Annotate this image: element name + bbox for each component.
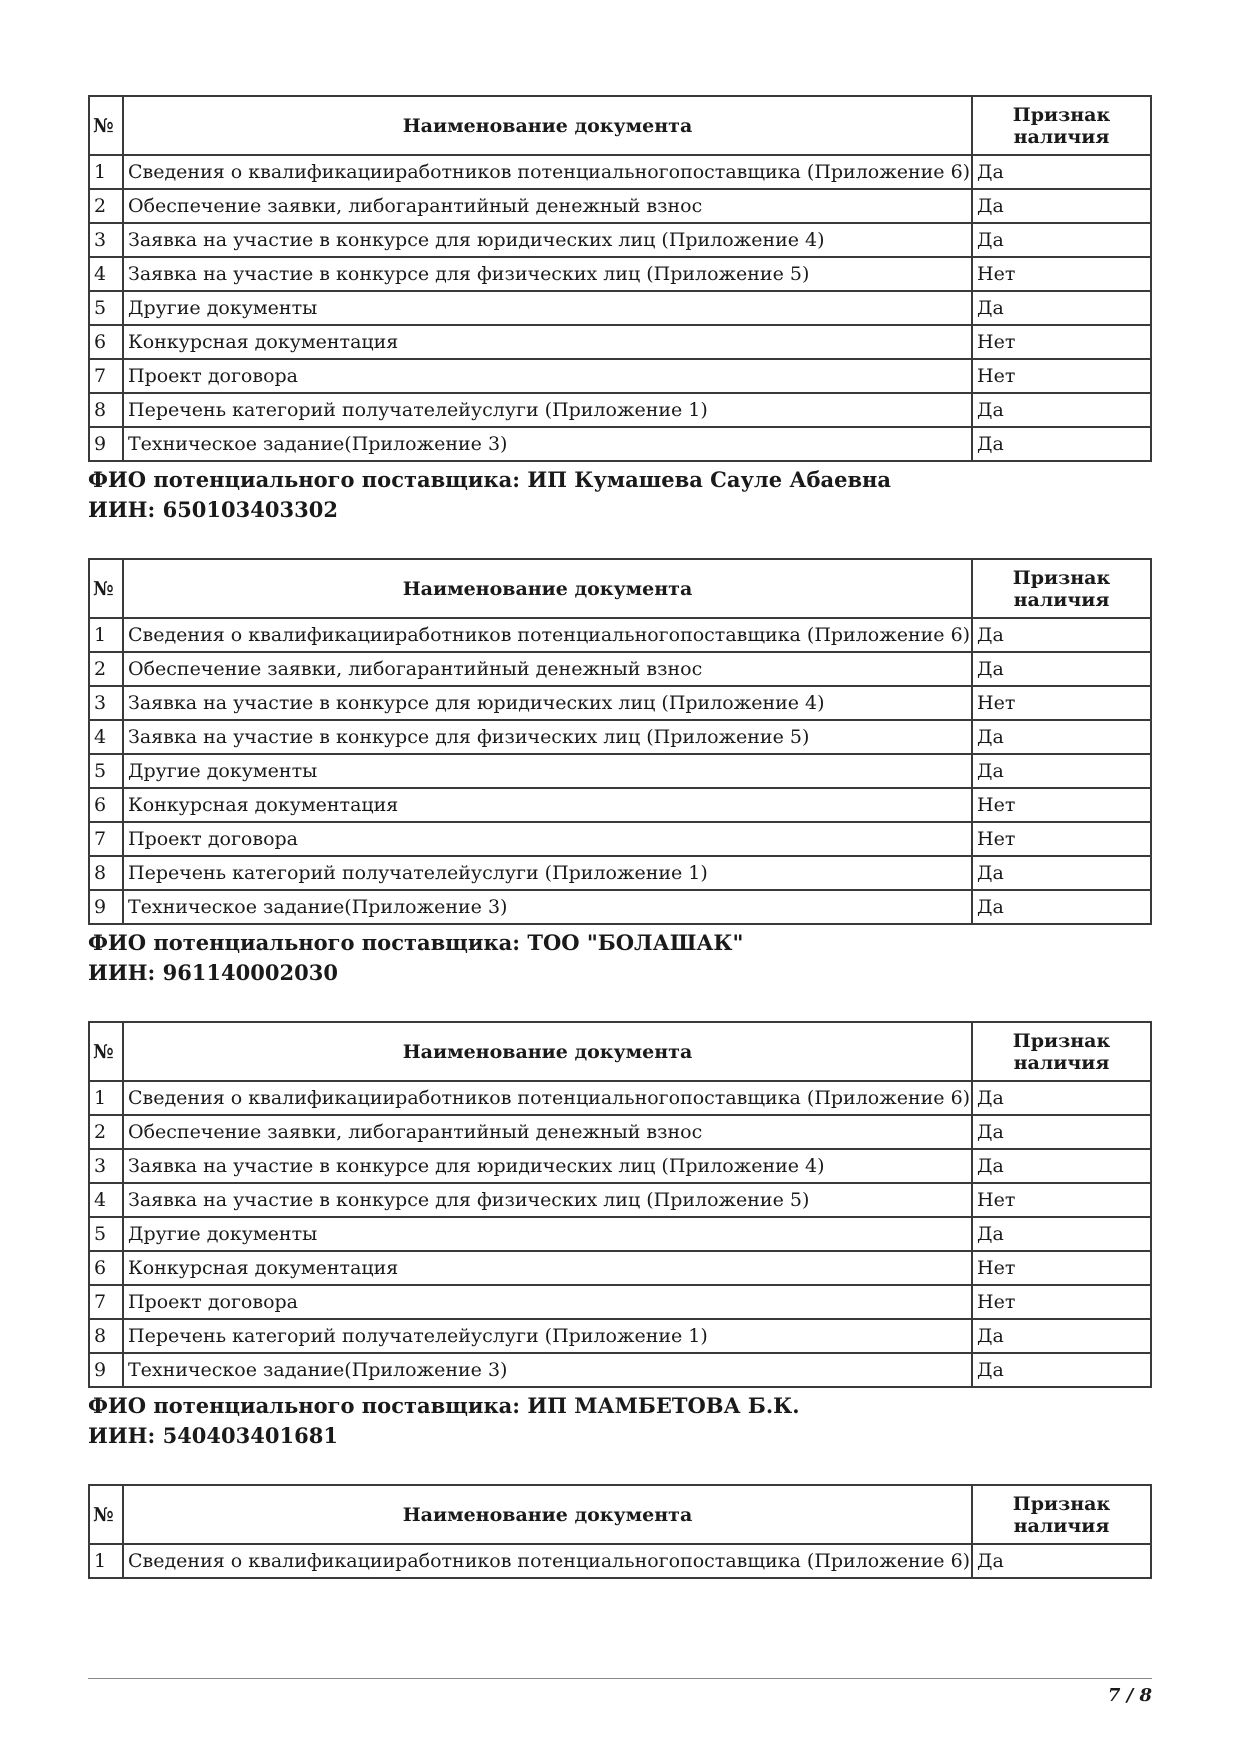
documents-table-4 — [88, 1484, 1152, 1579]
row-number: 7 — [89, 1285, 123, 1319]
row-availability: Да — [972, 754, 1151, 788]
table-row — [89, 427, 1151, 461]
row-document-name: Заявка на участие в конкурсе для физических лиц (Приложение 5) — [123, 1183, 972, 1217]
row-availability: Да — [972, 291, 1151, 325]
row-document-name: Обеспечение заявки, либогарантийный денежный взнос — [123, 1115, 972, 1149]
header-availability: Признак наличия — [972, 1485, 1151, 1544]
row-document-name: Проект договора — [123, 822, 972, 856]
row-availability: Нет — [972, 1183, 1151, 1217]
row-number: 8 — [89, 1319, 123, 1353]
row-document-name: Другие документы — [123, 1217, 972, 1251]
row-availability: Да — [972, 155, 1151, 189]
row-document-name: Техническое задание(Приложение 3) — [123, 890, 972, 924]
row-number: 6 — [89, 325, 123, 359]
row-availability: Да — [972, 856, 1151, 890]
header-availability: Признак наличия — [972, 559, 1151, 618]
supplier-name: ФИО потенциального поставщика: ИП МАМБЕТОВА Б.К. — [88, 1393, 800, 1418]
header-document-name: Наименование документа — [123, 96, 972, 155]
table-row — [89, 189, 1151, 223]
row-document-name: Техническое задание(Приложение 3) — [123, 1353, 972, 1387]
documents-table-1 — [88, 95, 1152, 462]
row-availability: Да — [972, 1115, 1151, 1149]
documents-table-2 — [88, 558, 1152, 925]
row-number: 2 — [89, 1115, 123, 1149]
table-row — [89, 1251, 1151, 1285]
document-page — [88, 95, 1152, 1579]
row-document-name: Обеспечение заявки, либогарантийный денежный взнос — [123, 189, 972, 223]
row-document-name: Сведения о квалификацииработников потенциальногопоставщика (Приложение 6) — [123, 1081, 972, 1115]
row-document-name: Другие документы — [123, 291, 972, 325]
row-number: 4 — [89, 720, 123, 754]
row-availability: Да — [972, 1217, 1151, 1251]
table-header-row — [89, 1022, 1151, 1081]
supplier-name: ФИО потенциального поставщика: ТОО "БОЛАШАК" — [88, 930, 744, 955]
row-document-name: Проект договора — [123, 359, 972, 393]
table-row — [89, 618, 1151, 652]
table-row — [89, 325, 1151, 359]
row-availability: Да — [972, 890, 1151, 924]
row-document-name: Заявка на участие в конкурсе для юридических лиц (Приложение 4) — [123, 686, 972, 720]
table-row — [89, 686, 1151, 720]
table-row — [89, 1149, 1151, 1183]
row-availability: Нет — [972, 1251, 1151, 1285]
row-availability: Да — [972, 1319, 1151, 1353]
table-row — [89, 1183, 1151, 1217]
row-number: 9 — [89, 427, 123, 461]
row-availability: Да — [972, 652, 1151, 686]
table-row — [89, 652, 1151, 686]
header-number: № — [89, 1485, 123, 1544]
row-document-name: Сведения о квалификацииработников потенциальногопоставщика (Приложение 6) — [123, 155, 972, 189]
row-availability: Нет — [972, 359, 1151, 393]
table-row — [89, 223, 1151, 257]
row-number: 1 — [89, 1544, 123, 1578]
row-availability: Нет — [972, 788, 1151, 822]
row-document-name: Заявка на участие в конкурсе для физических лиц (Приложение 5) — [123, 257, 972, 291]
row-availability: Нет — [972, 325, 1151, 359]
row-availability: Нет — [972, 822, 1151, 856]
row-document-name: Заявка на участие в конкурсе для юридических лиц (Приложение 4) — [123, 223, 972, 257]
row-availability: Да — [972, 1081, 1151, 1115]
table-row — [89, 788, 1151, 822]
row-document-name: Конкурсная документация — [123, 325, 972, 359]
table-row — [89, 1544, 1151, 1578]
row-document-name: Конкурсная документация — [123, 1251, 972, 1285]
row-number: 3 — [89, 1149, 123, 1183]
table-row — [89, 291, 1151, 325]
supplier-iin: ИИН: 961140002030 — [88, 960, 338, 985]
row-availability: Да — [972, 1353, 1151, 1387]
header-number: № — [89, 559, 123, 618]
row-number: 9 — [89, 890, 123, 924]
table-row — [89, 1353, 1151, 1387]
table-row — [89, 1319, 1151, 1353]
table-row — [89, 1285, 1151, 1319]
row-number: 2 — [89, 652, 123, 686]
row-number: 6 — [89, 788, 123, 822]
row-availability: Да — [972, 393, 1151, 427]
row-document-name: Обеспечение заявки, либогарантийный денежный взнос — [123, 652, 972, 686]
row-document-name: Перечень категорий получателейуслуги (Приложение 1) — [123, 1319, 972, 1353]
row-document-name: Проект договора — [123, 1285, 972, 1319]
row-number: 7 — [89, 359, 123, 393]
row-availability: Да — [972, 618, 1151, 652]
row-number: 1 — [89, 618, 123, 652]
row-document-name: Другие документы — [123, 754, 972, 788]
table-row — [89, 393, 1151, 427]
row-availability: Нет — [972, 257, 1151, 291]
table-row — [89, 359, 1151, 393]
row-availability: Да — [972, 189, 1151, 223]
supplier-name: ФИО потенциального поставщика: ИП Кумашева Сауле Абаевна — [88, 467, 892, 492]
row-document-name: Перечень категорий получателейуслуги (Приложение 1) — [123, 856, 972, 890]
row-document-name: Заявка на участие в конкурсе для юридических лиц (Приложение 4) — [123, 1149, 972, 1183]
footer-divider — [88, 1678, 1152, 1679]
row-number: 8 — [89, 393, 123, 427]
row-document-name: Заявка на участие в конкурсе для физических лиц (Приложение 5) — [123, 720, 972, 754]
row-number: 4 — [89, 1183, 123, 1217]
row-number: 3 — [89, 223, 123, 257]
table-row — [89, 1115, 1151, 1149]
row-document-name: Конкурсная документация — [123, 788, 972, 822]
table-header-row — [89, 559, 1151, 618]
header-document-name: Наименование документа — [123, 1022, 972, 1081]
row-number: 5 — [89, 1217, 123, 1251]
header-availability: Признак наличия — [972, 1022, 1151, 1081]
row-document-name: Сведения о квалификацииработников потенциальногопоставщика (Приложение 6) — [123, 1544, 972, 1578]
page-number: 7 / 8 — [1107, 1685, 1152, 1706]
row-number: 8 — [89, 856, 123, 890]
row-availability: Нет — [972, 1285, 1151, 1319]
header-number: № — [89, 96, 123, 155]
supplier-iin: ИИН: 540403401681 — [88, 1423, 338, 1448]
table-header-row — [89, 1485, 1151, 1544]
header-availability: Признак наличия — [972, 96, 1151, 155]
row-number: 7 — [89, 822, 123, 856]
row-availability: Да — [972, 427, 1151, 461]
table-row — [89, 822, 1151, 856]
row-number: 4 — [89, 257, 123, 291]
row-number: 6 — [89, 1251, 123, 1285]
row-number: 5 — [89, 754, 123, 788]
row-document-name: Техническое задание(Приложение 3) — [123, 427, 972, 461]
documents-table-3 — [88, 1021, 1152, 1388]
table-row — [89, 1217, 1151, 1251]
row-number: 1 — [89, 155, 123, 189]
table-row — [89, 754, 1151, 788]
row-number: 5 — [89, 291, 123, 325]
table-row — [89, 155, 1151, 189]
row-document-name: Перечень категорий получателейуслуги (Приложение 1) — [123, 393, 972, 427]
header-number: № — [89, 1022, 123, 1081]
row-availability: Да — [972, 1544, 1151, 1578]
row-number: 3 — [89, 686, 123, 720]
header-document-name: Наименование документа — [123, 559, 972, 618]
row-availability: Нет — [972, 686, 1151, 720]
row-availability: Да — [972, 223, 1151, 257]
row-number: 2 — [89, 189, 123, 223]
row-availability: Да — [972, 720, 1151, 754]
header-document-name: Наименование документа — [123, 1485, 972, 1544]
row-number: 1 — [89, 1081, 123, 1115]
table-row — [89, 890, 1151, 924]
row-document-name: Сведения о квалификацииработников потенциальногопоставщика (Приложение 6) — [123, 618, 972, 652]
table-row — [89, 1081, 1151, 1115]
table-row — [89, 720, 1151, 754]
row-number: 9 — [89, 1353, 123, 1387]
row-availability: Да — [972, 1149, 1151, 1183]
table-row — [89, 257, 1151, 291]
table-header-row — [89, 96, 1151, 155]
supplier-iin: ИИН: 650103403302 — [88, 497, 338, 522]
table-row — [89, 856, 1151, 890]
